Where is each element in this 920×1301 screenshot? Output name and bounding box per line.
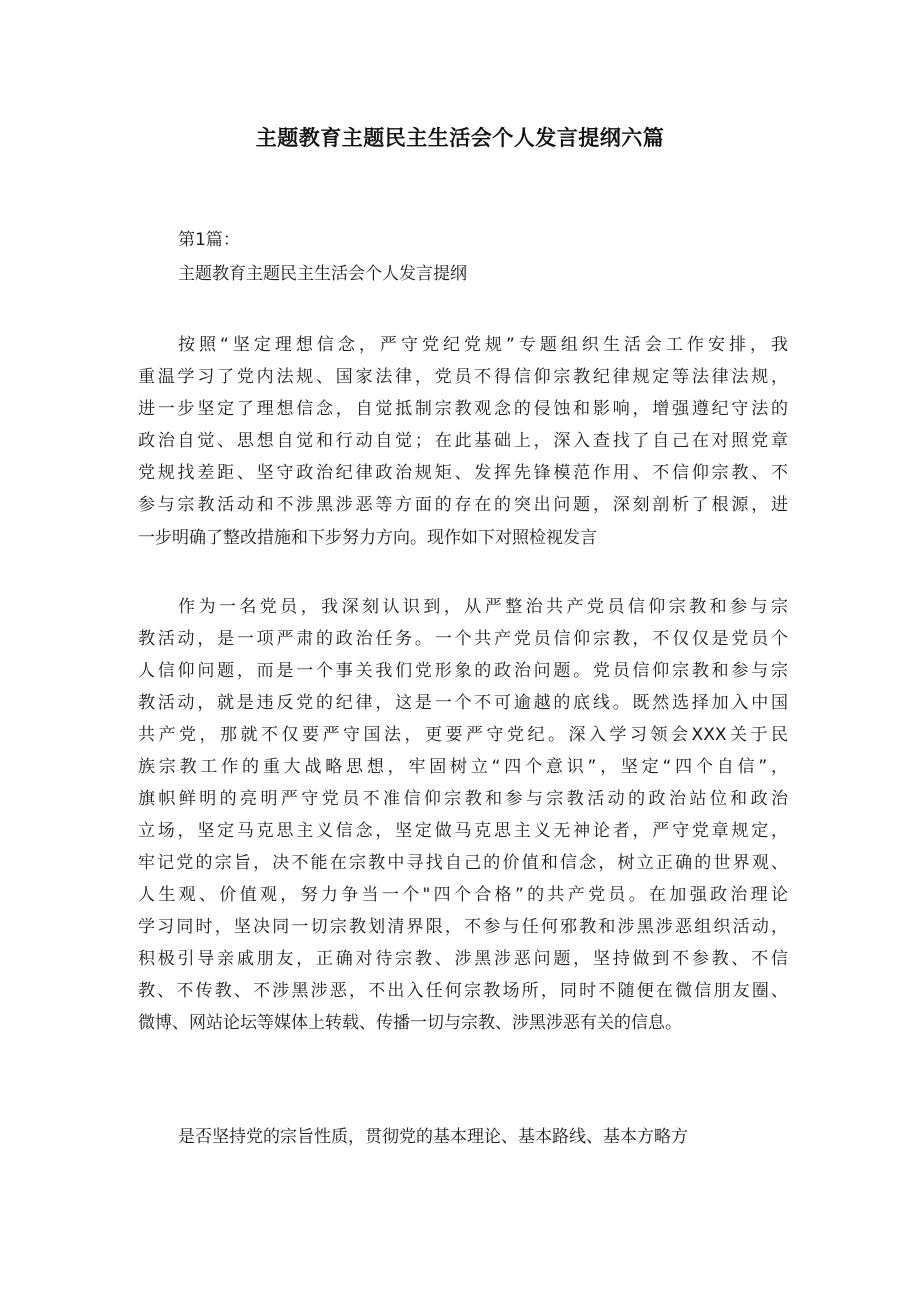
paragraph-line: 人生观、价值观，努力争当一个"四个合格”的共产党员。在加强政治理论 bbox=[138, 885, 788, 905]
paragraph-line: 党规找差距、坚守政治纪律政治规矩、发挥先锋模范作用、不信仰宗教、不 bbox=[138, 463, 788, 483]
paragraph-line: 重温学习了党内法规、国家法律，党员不得信仰宗教纪律规定等法律法规， bbox=[138, 367, 788, 387]
paragraph-line: 族宗教工作的重大战略思想，牢固树立“四个意识”，坚定“四个自信”， bbox=[138, 757, 788, 777]
document-title: 主题教育主题民主生活会个人发言提纲六篇 bbox=[255, 126, 665, 150]
paragraph-line: 进一步坚定了理想信念，自觉抵制宗教观念的侵蚀和影响，增强遵纪守法的 bbox=[138, 399, 788, 419]
paragraph-line: 作为一名党员，我深刻认识到，从严整治共产党员信仰宗教和参与宗 bbox=[178, 597, 788, 617]
paragraph-line: 学习同时，坚决同一切宗教划清界限，不参与任何邪教和涉黑涉恶组织活动， bbox=[138, 917, 788, 937]
paragraph-line: 积极引导亲戚朋友，正确对待宗教、涉黑涉恶问题，坚持做到不参教、不信 bbox=[138, 949, 788, 969]
paragraph-line: 立场，坚定马克思主义信念，坚定做马克思主义无神论者，严守党章规定， bbox=[138, 821, 788, 841]
paragraph-line: 一步明确了整改措施和下步努力方向。现作如下对照检视发言 bbox=[138, 528, 597, 548]
paragraph-line: 微博、网站论坛等媒体上转载、传播一切与宗教、涉黑涉恶有关的信息。 bbox=[138, 1013, 682, 1033]
paragraph-line: 按照“坚定理想信念，严守党纪党规”专题组织生活会工作安排，我 bbox=[178, 335, 788, 355]
section-label: 第1篇： bbox=[178, 230, 240, 250]
paragraph-line: 教、不传教、不涉黑涉恶，不出入任何宗教场所，同时不随便在微信朋友圈、 bbox=[138, 981, 788, 1001]
paragraph-line: 参与宗教活动和不涉黑涉恶等方面的存在的突出问题，深刻剖析了根源，进 bbox=[138, 495, 788, 515]
paragraph-line: 旗帜鲜明的亮明严守党员不准信仰宗教和参与宗教活动的政治站位和政治 bbox=[138, 789, 788, 809]
paragraph-line: 是否坚持党的宗旨性质，贯彻党的基本理论、基本路线、基本方略方 bbox=[178, 1127, 688, 1147]
paragraph-line: 人信仰问题，而是一个事关我们党形象的政治问题。党员信仰宗教和参与宗 bbox=[138, 661, 788, 681]
paragraph-line: 教活动，是一项严肃的政治任务。一个共产党员信仰宗教，不仅仅是党员个 bbox=[138, 629, 788, 649]
paragraph-line: 政治自觉、思想自觉和行动自觉；在此基础上，深入查找了自己在对照党章 bbox=[138, 431, 788, 451]
paragraph-line: 教活动，就是违反党的纪律，这是一个不可逾越的底线。既然选择加入中国 bbox=[138, 693, 788, 713]
paragraph-line: 牢记党的宗旨，决不能在宗教中寻找自己的价值和信念，树立正确的世界观、 bbox=[138, 853, 788, 873]
section-title: 主题教育主题民主生活会个人发言提纲 bbox=[178, 264, 467, 284]
paragraph-line: 共产党，那就不仅要严守国法，更要严守党纪。深入学习领会XXX关于民 bbox=[138, 725, 788, 745]
